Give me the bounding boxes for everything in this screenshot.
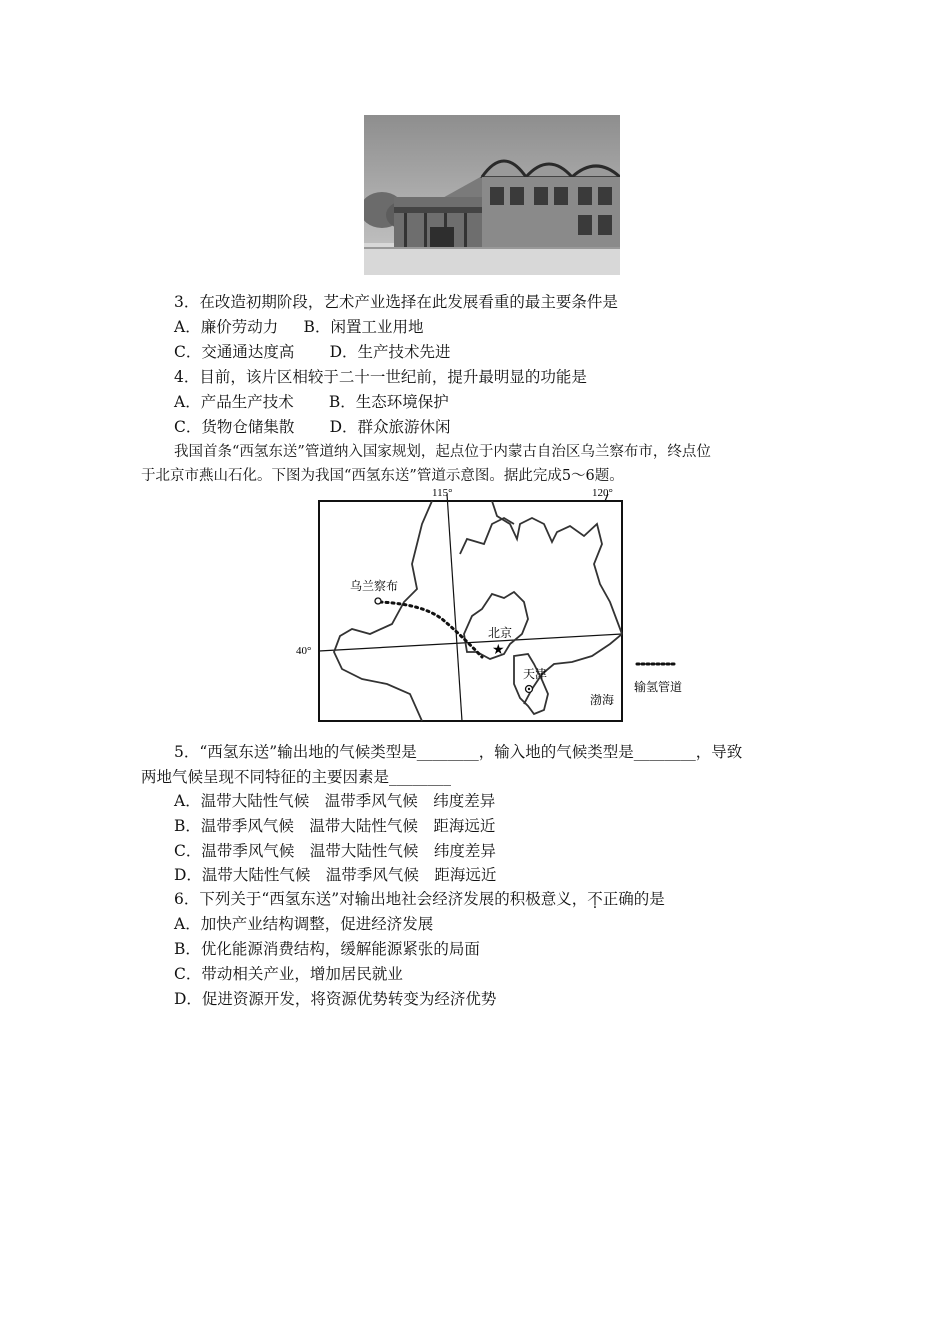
intro-line2: 于北京市燕山石化。下图为我国“西氢东送”管道示意图。据此完成5～6题。 xyxy=(141,468,624,484)
bohai-label: 渤海 xyxy=(590,693,615,707)
parallel-40 xyxy=(319,634,622,651)
lon-115-label: 115° xyxy=(432,487,453,499)
q6-stem-pre: 6．下列关于“西氢东送”对输出地社会经济发展的积极意义， xyxy=(174,890,588,908)
factory-building-photo xyxy=(364,115,620,275)
beijing-star-icon: ★ xyxy=(492,642,505,658)
q5-option-b: B．温带季风气候 温带大陆性气候 距海远近 xyxy=(174,817,496,835)
q6-stem xyxy=(174,889,665,909)
wulanchabu-label: 乌兰察布 xyxy=(350,579,399,593)
q3-options-row2: C．交通通达度高 D．生产技术先进 xyxy=(174,343,451,361)
q4-options-row1: A．产品生产技术 B．生态环境保护 xyxy=(174,393,449,411)
q3-stem: 3．在改造初期阶段，艺术产业选择在此发展看重的最主要条件是 xyxy=(174,293,618,311)
lon-120-label: 120° xyxy=(592,487,613,499)
q5-option-c: C．温带季风气候 温带大陆性气候 纬度差异 xyxy=(174,842,496,860)
q5-stem-line2: 两地气候呈现不同特征的主要因素是________ xyxy=(141,768,452,786)
q3-options-row1: A．廉价劳动力 B．闲置工业用地 xyxy=(174,318,424,336)
tianjin-label: 天津 xyxy=(523,667,548,681)
wulanchabu-marker xyxy=(375,598,381,604)
q5-option-a: A．温带大陆性气候 温带季风气候 纬度差异 xyxy=(174,792,496,810)
meridian-115 xyxy=(447,494,462,721)
map-frame xyxy=(319,501,622,721)
q5-option-d: D．温带大陆性气候 温带季风气候 距海远近 xyxy=(174,866,497,884)
lat-40-label: 40° xyxy=(296,645,312,657)
legend-pipeline-label: 输氢管道 xyxy=(634,680,683,694)
q5-stem-line1: 5．“西氢东送”输出地的气候类型是________，输入地的气候类型是________，导致 xyxy=(174,743,743,761)
q4-stem: 4．目前，该片区相较于二十一世纪前，提升最明显的功能是 xyxy=(174,368,587,386)
q4-options-row2: C．货物仓储集散 D．群众旅游休闲 xyxy=(174,418,451,436)
q6-option-d: D．促进资源开发，将资源优势转变为经济优势 xyxy=(174,990,497,1008)
q6-option-c: C．带动相关产业，增加居民就业 xyxy=(174,965,403,983)
intro-line1: 我国首条“西氢东送”管道纳入国家规划，起点位于内蒙古自治区乌兰察布市，终点位 xyxy=(174,444,711,460)
q6-stem-emphasis: 不 xyxy=(587,890,603,908)
tianjin-boundary xyxy=(514,654,548,714)
pipeline-map xyxy=(292,484,692,728)
q6-option-a: A．加快产业结构调整，促进经济发展 xyxy=(174,915,434,933)
beijing-label: 北京 xyxy=(488,626,513,640)
q6-option-b: B．优化能源消费结构，缓解能源紧张的局面 xyxy=(174,940,480,958)
hebei-north xyxy=(460,518,514,554)
q6-stem-post: 正确的是 xyxy=(602,890,665,908)
